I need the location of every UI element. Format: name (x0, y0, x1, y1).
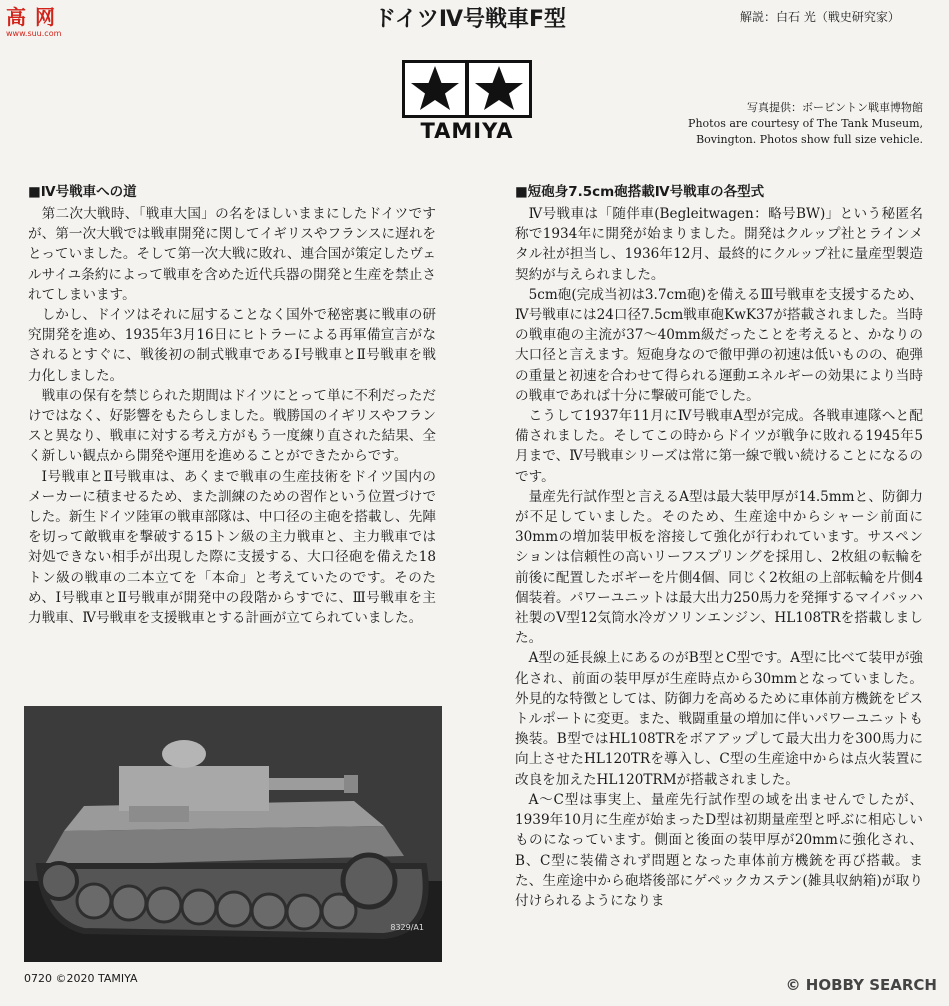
paragraph: A型の延長線上にあるのがB型とC型です。A型に比べて装甲が強化され、前面の装甲厚が生産時点から30mmとなっていました。外見的な特徴としては、防御力を高めるために車体前方機銃をピストルポートに変更。また、戦闘重量の増加に伴いパワーユニットも換装。B型ではHL108TRをボアアップして最大出力を300馬力に向上させたHL120TRを導入し、C型の生産途中からは点火装置に改良を加えたHL120TRMが搭載されました。 (515, 650, 923, 788)
photo-credit-line: Photos are courtesy of The Tank Museum, (688, 117, 923, 130)
paragraph: 量産先行試作型と言えるA型は最大装甲厚が14.5mmと、防御力が不足していました。そのため、生産途中からシャーシ前面に30mmの増加装甲板を溶接して強化が行われています。サスペンションは信頼性の高いリーフスプリングを採用し、2枚組の転輪を前後に配置したボギーを片側4個、同じく2枚組の上部転輪を片側4個装着。パワーユニットは最大出力250馬力を発揮するマイバッハ社製のV型12気筒水冷ガソリンエンジン、HL108TRを搭載しました。 (515, 488, 923, 647)
paragraph: Ⅰ号戦車とⅡ号戦車は、あくまで戦車の生産技術をドイツ国内のメーカーに積ませるため、また訓練のための習作という位置づけでした。新生ドイツ陸軍の戦車部隊は、中口径の主砲を搭載し、先陣を切って敵戦車を撃破する15トン級の主力戦車と、主力戦車では対処できない相手が出現した際に支援する、大口径砲を備えた18トン級の戦車の二本立てを「本命」と考えていたのです。そのため、Ⅰ号戦車とⅡ号戦車が開発中の段階からすでに、Ⅲ号戦車を主力戦車、Ⅳ号戦車を支援戦車とする計画が立てられていました。 (28, 468, 436, 627)
paragraph: A～C型は事実上、量産先行試作型の域を出ませんでしたが、1939年10月に生産が始まったD型は初期量産型と呼ぶに相応しいものになっています。側面と後面の装甲厚が20mmに強化され、B、C型に装備されず問題となった車体前方機銃を再び搭載。また、生産途中から砲塔後部にゲペックカステン(雑具収納箱)が取り付けられるようになりま (515, 791, 923, 909)
tamiya-stars-icon (402, 60, 532, 118)
tamiya-logo (402, 60, 532, 146)
left-column (28, 182, 436, 628)
site-logo-main: 高 网 (6, 5, 56, 29)
photo-credit (688, 100, 923, 148)
paragraph: 第二次大戦時、「戦車大国」の名をほしいままにしたドイツですが、第一次大戦では戦車開発に関してイギリスやフランスに遅れをとっていました。そして第一次大戦に敗れ、連合国が策定したヴェルサイユ条約によって戦車を含めた近代兵器の開発と生産を禁止されてしまいます。 (28, 206, 436, 303)
tank-photo (24, 706, 442, 962)
section-heading: ■Ⅳ号戦車への道 (28, 184, 137, 200)
commentary-credit: 解説：白石 光（戦史研究家） (740, 10, 900, 24)
photo-credit-line: Bovington. Photos show full size vehicle. (696, 133, 923, 146)
paragraph: Ⅳ号戦車は「随伴車(Begleitwagen：略号BW)」という秘匿名称で1934年に開発が始まりました。開発はクルップ社とラインメタル社が担当し、1936年12月、最終的にクルップ社に量産型製造契約が与えられました。 (515, 206, 923, 283)
right-column (515, 182, 923, 911)
site-logo (6, 6, 76, 40)
paragraph: こうして1937年11月にⅣ号戦車A型が完成。各戦車連隊へと配備されました。そしてこの時からドイツが戦争に敗れる1945年5月まで、Ⅳ号戦車シリーズは常に第一線で戦い続けることになるのです。 (515, 408, 923, 485)
tank-illustration (24, 706, 442, 962)
photo-plate-number: 8329/A1 (390, 923, 424, 932)
tamiya-brand: TAMIYA (420, 119, 514, 143)
page-title: ドイツⅣ号戦車F型 (373, 7, 567, 32)
footer-copyright: 0720 ©2020 TAMIYA (24, 972, 138, 985)
photo-credit-line: 写真提供：ボービントン戦車博物館 (747, 101, 923, 114)
section-heading: ■短砲身7.5cm砲搭載Ⅳ号戦車の各型式 (515, 184, 765, 200)
paragraph: 戦車の保有を禁じられた期間はドイツにとって単に不利だっただけではなく、好影響をもたらしました。戦勝国のイギリスやフランスと異なり、戦車に対する考え方がもう一度練り直された結果、全く新しい観点から開発や運用を進めることができたからです。 (28, 387, 436, 465)
hobby-search-watermark: © HOBBY SEARCH (785, 976, 937, 994)
paragraph: 5cm砲(完成当初は3.7cm砲)を備えるⅢ号戦車を支援するため、Ⅳ号戦車には24口径7.5cm戦車砲KwK37が搭載されました。当時の戦車砲の主流が37～40mm級だったことを考えると、かなりの大口径と言えます。短砲身なので徹甲弾の初速は低いものの、砲弾の重量と初速を合わせて得られる運動エネルギーの効果により当時の戦車であれば十分に撃破可能でした。 (515, 286, 923, 404)
site-logo-url: www.suu.com (6, 29, 62, 38)
paragraph: しかし、ドイツはそれに屈することなく国外で秘密裏に戦車の研究開発を進め、1935年3月16日にヒトラーによる再軍備宣言がなされるとすぐに、戦後初の制式戦車であるⅠ号戦車とⅡ号戦車を戦力化しました。 (28, 307, 436, 384)
